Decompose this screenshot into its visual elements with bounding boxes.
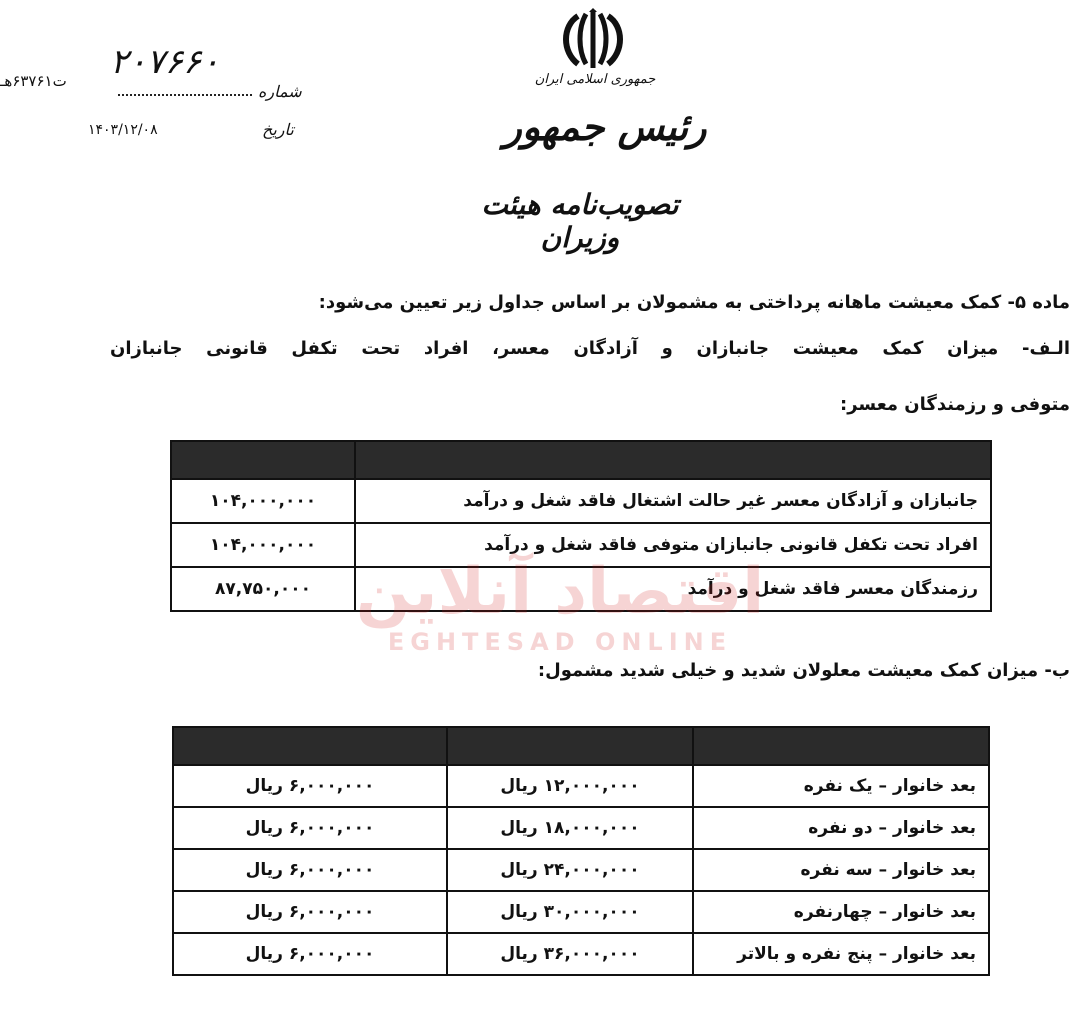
number-label: شماره — [258, 82, 302, 101]
household-size: بعد خانوار – دو نفره — [693, 807, 989, 849]
household-size: بعد خانوار – سه نفره — [693, 849, 989, 891]
article-heading: ماده ۵- کمک معیشت ماهانه پرداختی به مشمولان بر اساس جداول زیر تعیین می‌شود: — [318, 292, 1070, 313]
base-amount: ۱۲,۰۰۰,۰۰۰ ریال — [447, 765, 693, 807]
table-a — [170, 440, 992, 612]
handwritten-number: ۲۰۷۶۶۰ — [110, 42, 220, 82]
household-size: بعد خانوار – پنج نفره و بالاتر — [693, 933, 989, 975]
household-size: بعد خانوار – چهارنفره — [693, 891, 989, 933]
extra-amount: ۶,۰۰۰,۰۰۰ ریال — [173, 849, 447, 891]
row-description: رزمندگان معسر فاقد شغل و درآمد — [355, 567, 991, 611]
table-row — [173, 933, 989, 975]
number-dotted-line — [118, 94, 252, 96]
extra-amount: ۶,۰۰۰,۰۰۰ ریال — [173, 891, 447, 933]
extra-amount: ۶,۰۰۰,۰۰۰ ریال — [173, 807, 447, 849]
number-reference: ت۶۳۷۶۱هـ — [0, 72, 67, 90]
row-amount: ۱۰۴,۰۰۰,۰۰۰ — [171, 479, 355, 523]
base-amount: ۳۶,۰۰۰,۰۰۰ ریال — [447, 933, 693, 975]
table-row — [171, 479, 991, 523]
table-row — [173, 765, 989, 807]
office-name: رئیس جمهور — [503, 104, 707, 149]
table-row — [171, 567, 991, 611]
extra-amount: ۶,۰۰۰,۰۰۰ ریال — [173, 933, 447, 975]
document-kind: تصویب‌نامه هیئت وزیران — [481, 188, 679, 254]
row-amount: ۱۰۴,۰۰۰,۰۰۰ — [171, 523, 355, 567]
watermark-latin: EGHTESAD ONLINE — [387, 628, 733, 656]
date-value: ۱۴۰۳/۱۲/۰۸ — [88, 122, 158, 138]
row-description: افراد تحت تکفل قانونی جانبازان متوفی فاقد شغل و درآمد — [355, 523, 991, 567]
table-a-header — [171, 441, 991, 479]
section-a-line-1: الـف- میزان کمک معیشت جانبازان و آزادگان معسر، افراد تحت تکفل قانونی جانبازان — [110, 338, 1070, 359]
table-b-header-amount — [447, 727, 693, 765]
base-amount: ۲۴,۰۰۰,۰۰۰ ریال — [447, 849, 693, 891]
row-amount: ۸۷,۷۵۰,۰۰۰ — [171, 567, 355, 611]
table-row — [173, 849, 989, 891]
watermark-text: اقتصاد آنلاین — [355, 555, 765, 629]
table-b-header-extra — [173, 727, 447, 765]
section-a-line-2: متوفی و رزمندگان معسر: — [840, 394, 1070, 415]
table-row — [173, 891, 989, 933]
extra-amount: ۶,۰۰۰,۰۰۰ ریال — [173, 765, 447, 807]
base-amount: ۱۸,۰۰۰,۰۰۰ ریال — [447, 807, 693, 849]
date-label: تاریخ — [262, 120, 294, 139]
table-a-header-desc — [355, 441, 991, 479]
household-size: بعد خانوار – یک نفره — [693, 765, 989, 807]
base-amount: ۳۰,۰۰۰,۰۰۰ ریال — [447, 891, 693, 933]
table-a-header-amount — [171, 441, 355, 479]
government-name: جمهوری اسلامی ایران — [534, 72, 656, 87]
table-b-header-label — [693, 727, 989, 765]
iran-emblem-icon — [548, 8, 638, 70]
section-b-heading: ب- میزان کمک معیشت معلولان شدید و خیلی شدید مشمول: — [537, 660, 1070, 681]
table-row — [171, 523, 991, 567]
row-description: جانبازان و آزادگان معسر غیر حالت اشتغال فاقد شغل و درآمد — [355, 479, 991, 523]
table-row — [173, 807, 989, 849]
table-b — [172, 726, 990, 976]
table-b-header — [173, 727, 989, 765]
